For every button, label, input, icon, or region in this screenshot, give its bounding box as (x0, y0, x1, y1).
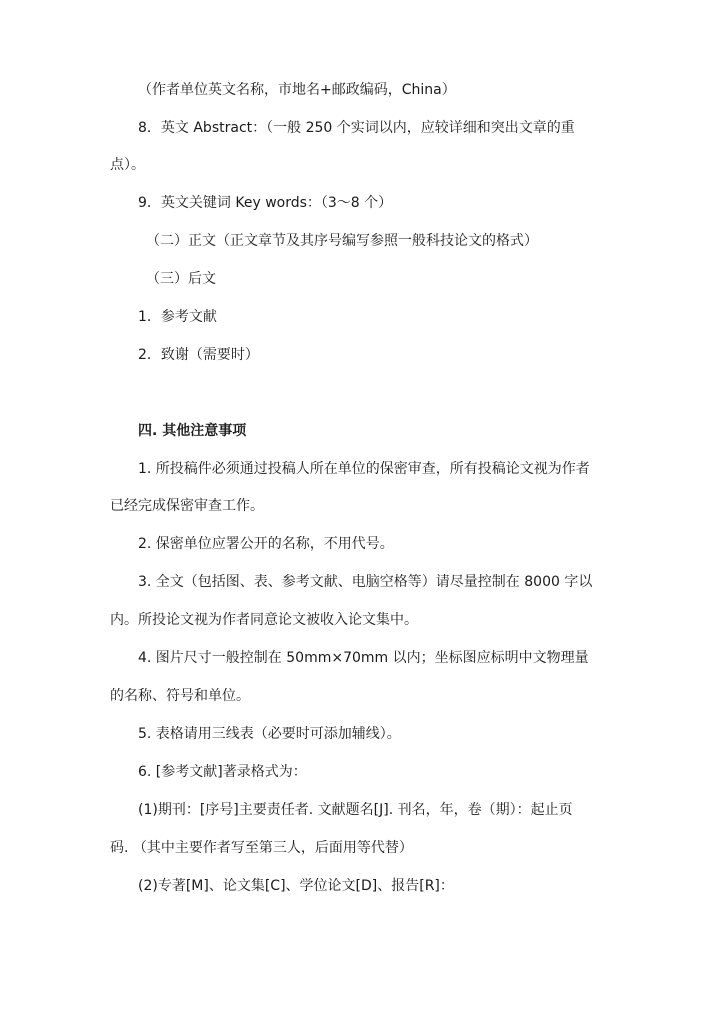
item-acknowledgements: 2．致谢（需要时） (138, 347, 259, 363)
author-affiliation-note: （作者单位英文名称，市地名+邮政编码，China） (138, 82, 456, 98)
note-6: 6. [参考文献]著录格式为： (138, 764, 307, 780)
note-4-continued: 的名称、符号和单位。 (110, 688, 250, 704)
note-3-continued: 内。所投论文视为作者同意论文被收入论文集中。 (110, 612, 418, 628)
reference-format-journal-continued: 码. （其中主要作者写至第三人，后面用等代替） (110, 840, 413, 856)
reference-format-journal: (1)期刊：[序号]主要责任者. 文献题名[J]. 刊名，年，卷（期）：起止页 (138, 802, 573, 818)
item-9-keywords: 9．英文关键词 Key words：（3～8 个） (138, 195, 393, 211)
reference-format-monograph: (2)专著[M]、论文集[C]、学位论文[D]、报告[R]： (138, 878, 454, 894)
item-8-abstract-continued: 点）。 (110, 157, 145, 173)
item-references: 1．参考文献 (138, 309, 217, 325)
note-4: 4. 图片尺寸一般控制在 50mm×70mm 以内；坐标图应标明中文物理量 (138, 650, 589, 666)
item-8-abstract: 8．英文 Abstract：（一般 250 个实词以内，应较详细和突出文章的重 (138, 120, 575, 136)
section-4-heading: 四. 其他注意事项 (138, 423, 247, 439)
subsection-main-text: （二）正文（正文章节及其序号编写参照一般科技论文的格式） (146, 233, 538, 249)
note-2: 2. 保密单位应署公开的名称，不用代号。 (138, 536, 394, 552)
subsection-back-matter: （三）后文 (146, 271, 216, 287)
note-1-continued: 已经完成保密审查工作。 (110, 498, 264, 514)
note-3: 3. 全文（包括图、表、参考文献、电脑空格等）请尽量控制在 8000 字以 (138, 574, 593, 590)
note-5: 5. 表格请用三线表（必要时可添加辅线）。 (138, 726, 401, 742)
note-1: 1. 所投稿件必须通过投稿人所在单位的保密审查，所有投稿论文视为作者 (138, 461, 590, 477)
